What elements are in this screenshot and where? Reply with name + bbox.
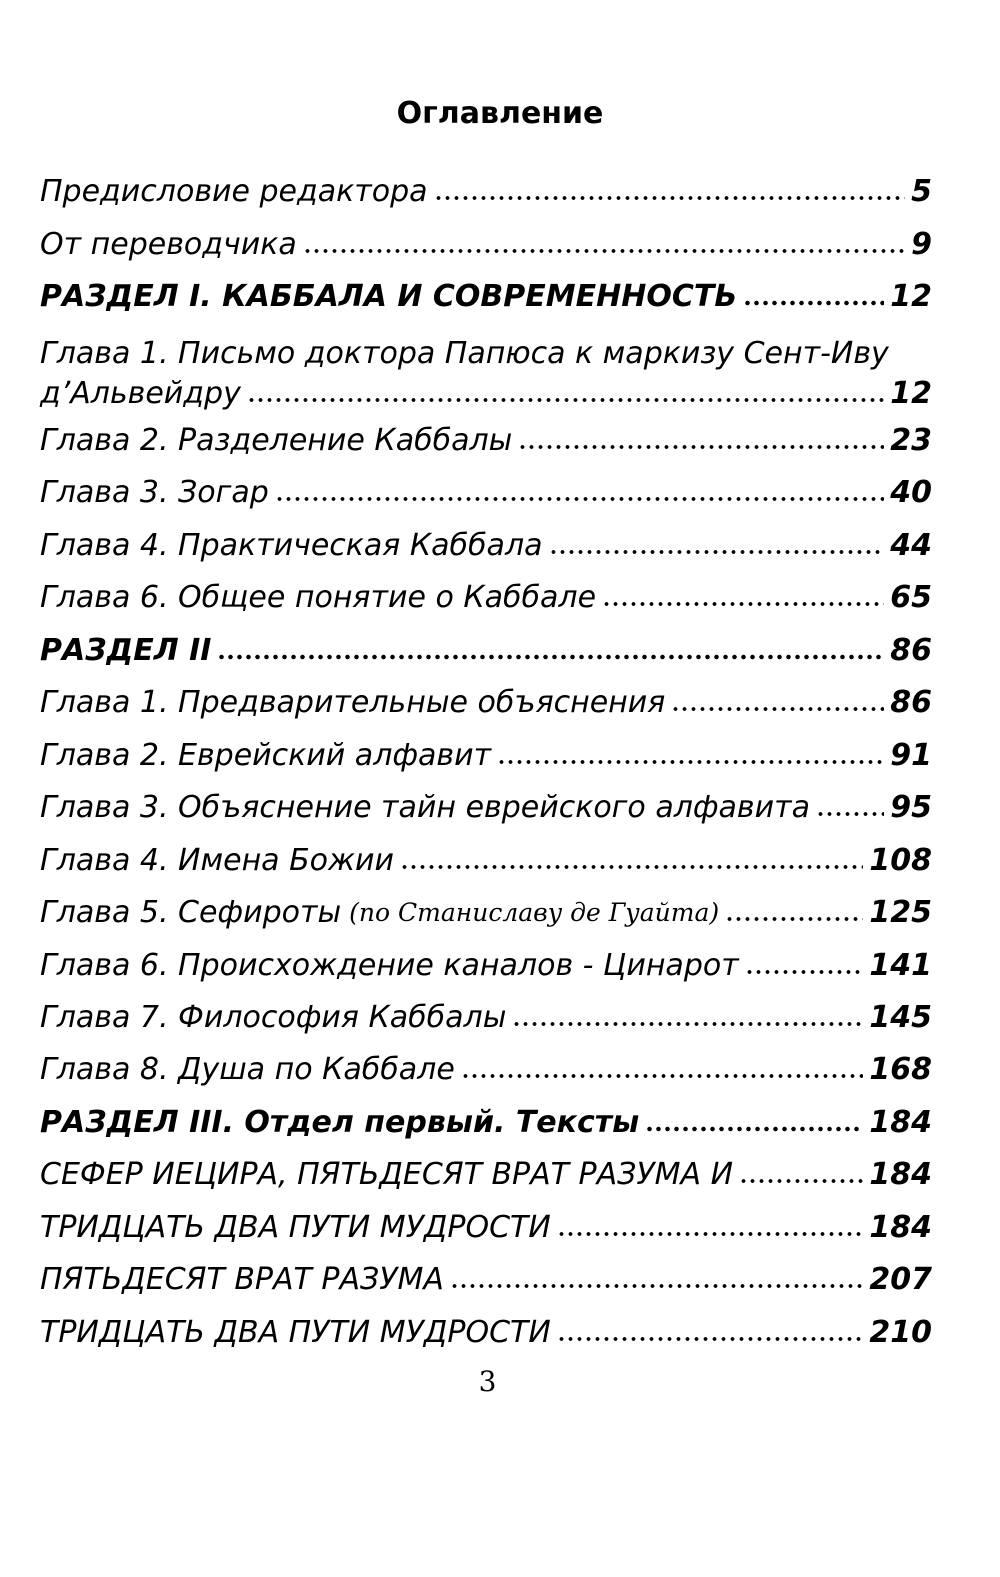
toc-entry <box>40 1038 932 1090</box>
toc-page-number: 145 <box>869 1000 932 1035</box>
toc-page-number: 40 <box>890 475 932 510</box>
dot-leader <box>247 397 884 403</box>
dot-leader <box>400 864 863 870</box>
toc-page-number: 44 <box>890 528 932 563</box>
dot-leader <box>450 1283 863 1289</box>
toc-entry-text: РАЗДЕЛ II <box>40 633 212 668</box>
dot-leader <box>645 1126 863 1132</box>
dot-leader <box>275 496 884 502</box>
toc-entry-text: От переводчика <box>40 227 297 262</box>
toc-entry-text: Глава 5. Сефироты <box>40 895 342 930</box>
dot-leader <box>671 706 884 712</box>
toc-entry <box>40 986 932 1038</box>
toc-entry <box>40 514 932 566</box>
dot-leader <box>217 654 884 660</box>
toc-page-number: 86 <box>890 685 932 720</box>
toc-page-number: 12 <box>890 279 932 314</box>
toc-page-number: 108 <box>869 843 932 878</box>
toc-entry <box>40 724 932 776</box>
toc-page-number: 12 <box>890 376 932 411</box>
dot-leader <box>745 969 864 975</box>
toc-entry <box>40 829 932 881</box>
dot-leader <box>434 195 906 201</box>
dot-leader <box>602 601 884 607</box>
toc-entry-note: (по Станиславу де Гуайта) <box>349 898 720 927</box>
toc-entry-text: ТРИДЦАТЬ ДВА ПУТИ МУДРОСТИ <box>40 1315 551 1350</box>
toc-page-number: 95 <box>890 790 932 825</box>
dot-leader <box>816 811 884 817</box>
page-number: 3 <box>478 1365 497 1398</box>
toc-page-number: 210 <box>869 1315 932 1350</box>
toc-entry <box>40 776 932 828</box>
toc-page-number: 184 <box>869 1105 932 1140</box>
toc-entry <box>40 1196 932 1248</box>
toc-entry-text: Глава 6. Общее понятие о Каббале <box>40 580 597 615</box>
toc-page-number: 207 <box>869 1262 932 1297</box>
toc-entry-text: Глава 2. Еврейский алфавит <box>40 738 492 773</box>
toc-entry-text: Предисловие редактора <box>40 174 428 209</box>
toc-entry-text: Глава 1. Предварительные объяснения <box>40 685 666 720</box>
toc-page-number: 5 <box>911 174 932 209</box>
toc-entry-text-line2: д’Альвейдру <box>40 376 241 411</box>
toc-title: Оглавление <box>396 96 604 131</box>
toc-entry-text: РАЗДЕЛ I. КАББАЛА И СОВРЕМЕННОСТЬ <box>40 279 738 314</box>
toc-entry-text: Глава 3. Объяснение тайн еврейского алфавита <box>40 790 810 825</box>
toc-section-1 <box>40 265 932 317</box>
dot-leader <box>512 1021 863 1027</box>
toc-entry <box>40 1301 932 1353</box>
dot-leader <box>518 444 884 450</box>
toc-page-number: 141 <box>869 948 932 983</box>
toc-section-3 <box>40 1091 932 1143</box>
toc-entry-text: Глава 8. Душа по Каббале <box>40 1052 455 1087</box>
toc-page-number: 86 <box>890 633 932 668</box>
dot-leader <box>725 916 863 922</box>
toc-entry-text: Глава 3. Зогар <box>40 475 269 510</box>
toc-entry <box>40 461 932 513</box>
toc-page-number: 168 <box>869 1052 932 1087</box>
toc-entry-editor-preface <box>40 160 932 212</box>
toc-entry-text: ТРИДЦАТЬ ДВА ПУТИ МУДРОСТИ <box>40 1210 551 1245</box>
toc-entry-text: ПЯТЬДЕСЯТ ВРАТ РАЗУМА <box>40 1262 444 1297</box>
dot-leader <box>497 759 884 765</box>
toc-entry-sephiroth <box>40 881 932 933</box>
toc-entry-text: Глава 2. Разделение Каббалы <box>40 423 513 458</box>
toc-entry <box>40 934 932 986</box>
toc-page-number: 9 <box>911 227 932 262</box>
toc-page-number: 91 <box>890 738 932 773</box>
toc-section-2 <box>40 619 932 671</box>
dot-leader <box>549 549 885 555</box>
toc-page-number: 65 <box>890 580 932 615</box>
toc-entry-text: СЕФЕР ИЕЦИРА, ПЯТЬДЕСЯТ ВРАТ РАЗУМА И <box>40 1157 734 1192</box>
toc-entry <box>40 1143 932 1195</box>
toc-entry-translator <box>40 213 932 265</box>
toc-entry-text: Глава 6. Происхождение каналов - Цинарот <box>40 948 739 983</box>
toc-entry-text-line1: Глава 1. Письмо доктора Папюса к маркизу Сент-Иву <box>40 336 889 371</box>
dot-leader <box>743 300 884 306</box>
toc-entry <box>40 671 932 723</box>
toc-entry <box>40 566 932 618</box>
dot-leader <box>557 1231 864 1237</box>
toc-entry-text: Глава 7. Философия Каббалы <box>40 1000 507 1035</box>
toc-page-number: 125 <box>869 895 932 930</box>
dot-leader <box>739 1178 863 1184</box>
dot-leader <box>461 1073 864 1079</box>
toc-entry <box>40 409 932 461</box>
toc-entry-text: Глава 4. Практическая Каббала <box>40 528 543 563</box>
dot-leader <box>557 1336 864 1342</box>
toc-entry <box>40 1248 932 1300</box>
toc-entry-text: РАЗДЕЛ III. Отдел первый. Тексты <box>40 1105 640 1140</box>
toc-entry-text: Глава 4. Имена Божии <box>40 843 395 878</box>
toc-page-number: 23 <box>890 423 932 458</box>
toc-entry-chapter-1-letter <box>40 318 932 414</box>
toc-page-number: 184 <box>869 1210 932 1245</box>
dot-leader <box>303 248 905 254</box>
toc-page-number: 184 <box>869 1157 932 1192</box>
